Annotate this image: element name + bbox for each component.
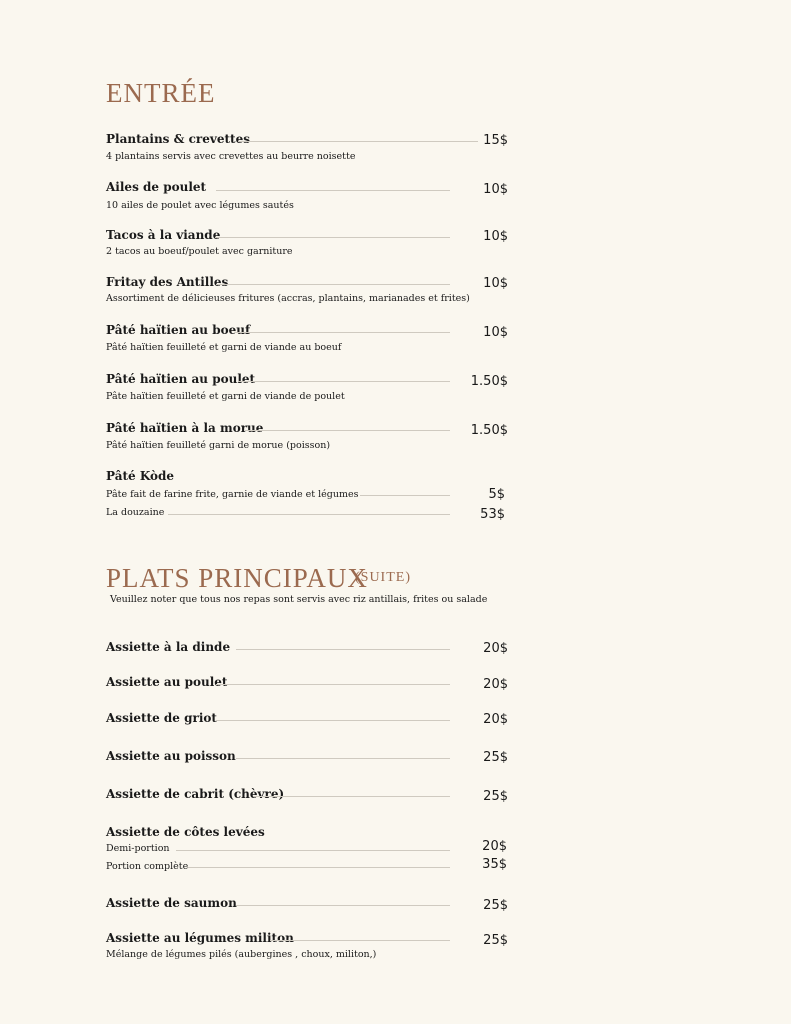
- menu-item-description: Pâté haïtien feuilleté garni de morue (poisson): [106, 440, 331, 451]
- menu-item-description: Mélange de légumes pilés (aubergines , choux, militon,): [106, 949, 377, 960]
- menu-item-price: 25$: [483, 898, 508, 913]
- menu-item-option-price: 53$: [480, 507, 505, 522]
- menu-item-price: 10$: [483, 182, 508, 197]
- menu-item-name: Assiette au poisson: [106, 749, 236, 763]
- menu-item-name: Ailes de poulet: [106, 180, 207, 194]
- menu-item-name: Assiette à la dinde: [106, 640, 231, 654]
- menu-item-description: Pâté haïtien feuilleté et garni de viande au boeuf: [106, 342, 342, 353]
- menu-item-option-price: 20$: [482, 839, 507, 854]
- menu-item-price: 10$: [483, 229, 508, 244]
- menu-item-price: 25$: [483, 789, 508, 804]
- section-subtitle: (SUITE): [355, 570, 411, 585]
- menu-item-price: 10$: [483, 276, 508, 291]
- menu-item-price: 25$: [483, 750, 508, 765]
- menu-item-name: Pâté Kòde: [106, 469, 175, 483]
- menu-item-price: 20$: [483, 641, 508, 656]
- menu-item-name: Assiette de côtes levées: [106, 825, 265, 839]
- menu-item-description: 2 tacos au boeuf/poulet avec garniture: [106, 246, 293, 257]
- menu-item-name: Assiette de cabrit (chèvre): [106, 787, 285, 801]
- menu-item-price: 1.50$: [470, 374, 508, 389]
- menu-item-name: Plantains & crevettes: [106, 132, 250, 146]
- menu-item-option-label: La douzaine: [106, 507, 165, 518]
- menu-item-name: Pâté haïtien à la morue: [106, 421, 264, 435]
- menu-item-name: Assiette de griot: [106, 711, 217, 725]
- menu-item-price: 25$: [483, 933, 508, 948]
- menu-item-option-label: Demi-portion: [106, 843, 170, 854]
- menu-item-name: Assiette de saumon: [106, 896, 237, 910]
- menu-item-name: Assiette au poulet: [106, 675, 228, 689]
- menu-item-description: 10 ailes de poulet avec légumes sautés: [106, 200, 294, 211]
- menu-item-option-label: Portion complète: [106, 861, 189, 872]
- menu-item-option-price: 5$: [488, 487, 505, 502]
- menu-item-price: 15$: [483, 133, 508, 148]
- menu-item-description: Pâte haïtien feuilleté et garni de viande de poulet: [106, 391, 345, 402]
- menu-item-price: 20$: [483, 712, 508, 727]
- menu-item-name: Assiette au légumes militon: [106, 931, 294, 945]
- menu-item-price: 20$: [483, 677, 508, 692]
- menu-item-price: 1.50$: [470, 423, 508, 438]
- menu-item-price: 10$: [483, 325, 508, 340]
- menu-item-description: Assortiment de délicieuses fritures (accras, plantains, marianades et frites): [106, 293, 470, 304]
- menu-item-name: Pâté haïtien au boeuf: [106, 323, 251, 337]
- menu-item-name: Fritay des Antilles: [106, 275, 229, 289]
- menu-item-name: Pâté haïtien au poulet: [106, 372, 256, 386]
- menu-item-option-label: Pâte fait de farine frite, garnie de viande et légumes: [106, 489, 359, 500]
- section-title-plats: PLATS PRINCIPAUX: [106, 563, 368, 593]
- section-note: Veuillez noter que tous nos repas sont servis avec riz antillais, frites ou salade: [110, 594, 488, 605]
- menu-item-name: Tacos à la viande: [106, 228, 221, 242]
- menu-item-description: 4 plantains servis avec crevettes au beurre noisette: [106, 151, 356, 162]
- menu-item-option-price: 35$: [482, 857, 507, 872]
- section-title-entree: ENTRÉE: [106, 78, 216, 108]
